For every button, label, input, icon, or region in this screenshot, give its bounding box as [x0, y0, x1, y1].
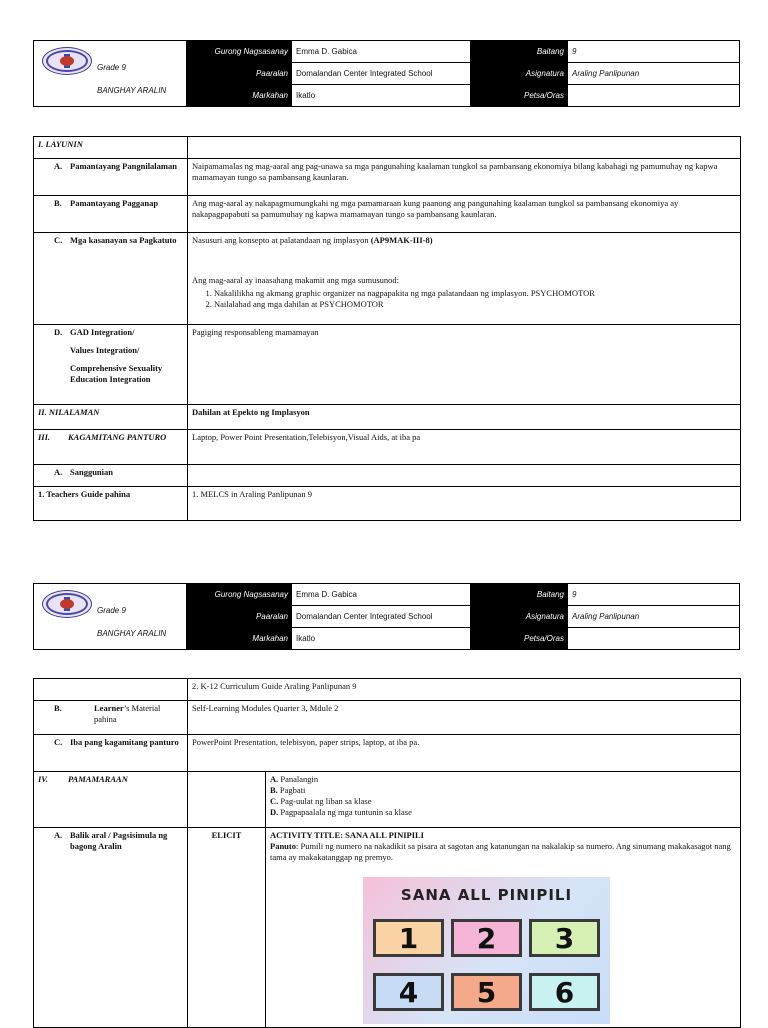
table-row [34, 325, 741, 405]
number-box: 3 [529, 919, 600, 957]
header-keys-left [187, 41, 292, 106]
date-value [568, 628, 739, 649]
gad-integration-label: D. GAD Integration/ Values Integration/ Comprehensive Sexuality Education Integration [34, 325, 188, 405]
subject-value: Araling Panlipunan [568, 606, 739, 628]
header-keys-right [470, 41, 568, 106]
activity-title: ACTIVITY TITLE: SANA ALL PINIPILI [270, 830, 424, 840]
quarter-value: Ikatlo [296, 634, 316, 643]
subject-label: Asignatura [525, 612, 564, 621]
deped-seal-logo [42, 47, 92, 75]
pamantayang-pangnilalaman-text: Naipamamalas ng mag-aaral ang pag-unawa sa mga pangunahing kaalaman tungkol sa pambansang ekonomiya bilang kabahagi ng pamumuhay ng kapwa mamamayan tungo sa pambansang kaunlaran. [188, 159, 741, 196]
quarter-label: Markahan [252, 633, 288, 643]
teacher-value: Emma D. Gabica [292, 584, 470, 606]
lesson-header [33, 40, 740, 107]
table-row [34, 233, 741, 325]
balik-aral-label: A. Balik aral / Pagsisimula ng bagong Aralin [34, 828, 188, 1028]
table-row [34, 159, 741, 196]
sanggunian-label: A. Sanggunian [34, 465, 188, 487]
teacher-label: Gurong Nagsasanay [214, 47, 288, 57]
grade-level-label: Baitang [536, 590, 564, 600]
grade-label: Grade 9 [97, 606, 126, 615]
grade-level-label: Baitang [536, 47, 564, 57]
number-box: 2 [451, 919, 522, 957]
plan-title: BANGHAY ARALIN [97, 86, 167, 95]
nilalaman-text: Dahilan at Epekto ng Implasyon [188, 405, 741, 430]
elicit-label: ELICIT [188, 828, 266, 1028]
lesson-plan-table-1 [33, 136, 741, 521]
number-box: 5 [451, 973, 522, 1011]
teachers-guide-text: 1. MELCS in Araling Panlipunan 9 [188, 487, 741, 521]
table-row [34, 679, 741, 701]
number-box: 1 [373, 919, 444, 957]
quarter-label: Markahan [252, 90, 288, 100]
pamantayang-pagganap-text: Ang mag-aaral ay nakapagmumungkahi ng mga pamamaraan kung paanong ang pangunahing kaalaman tungkol sa pambansang ekonomiya ay nakapagpapabuti sa pamumuhay ng kapwa mamamayan tungo sa pambansang kaunlaran. [188, 196, 741, 233]
date-label: Petsa/Oras [523, 90, 564, 100]
learners-material-text: Self-Learning Modules Quarter 3, Mdule 2 [188, 701, 741, 735]
panuto-text: Panuto: Pumili ng numero na nakadikit sa pisara at sagotan ang katanungan na nakalakip sa numero. Ang sinumang makakasagot nang tama ay makakatanggap ng premyo. [270, 841, 731, 863]
game-title: SANA ALL PINIPILI [400, 886, 573, 904]
pamantayang-pangnilalaman-label: A. Pamantayang Pangnilalaman [34, 159, 188, 196]
section-layunin: I. LAYUNIN [34, 137, 188, 159]
grade-label: Grade 9 [97, 63, 126, 72]
section-pamamaraan: IV. PAMAMARAAN [34, 772, 188, 828]
subject-value: Araling Panlipunan [568, 63, 739, 85]
school-label: Paaralan [255, 69, 288, 78]
iba-pang-kagamitan-text: PowerPoint Presentation, telebisyon, paper strips, laptop, at iba pa. [188, 735, 741, 772]
table-row [34, 701, 741, 735]
iba-pang-kagamitan-label: C. Iba pang kagamitang panturo [34, 735, 188, 772]
header-values-left [292, 584, 470, 649]
table-row [34, 405, 741, 430]
table-row [34, 196, 741, 233]
header-values-left [292, 41, 470, 106]
section-nilalaman: II. NILALAMAN [34, 405, 188, 430]
subject-label: Asignatura [525, 69, 564, 78]
table-row [34, 430, 741, 465]
teachers-guide-label: 1. Teachers Guide pahina [34, 487, 188, 521]
date-value [568, 85, 739, 106]
table-row [34, 735, 741, 772]
kasanayan-text: Nasusuri ang konsepto at palatandaan ng implasyon (AP9MAK-III-8) Ang mag-aaral ay inaasahang makamit ang mga sumusunod: 1. Nakalilikha ng akmang graphic organizer na nagpapakita ng mga palatandaan ng implasyon. PSYCHOMOTOR 2. Nailalahad ang mga dahilan at PSYCHOMOTOR [188, 233, 741, 325]
school-value: Domalandan Center Integrated School [292, 606, 470, 628]
header-values-right [568, 584, 739, 649]
school-label: Paaralan [255, 612, 288, 621]
teacher-value: Emma D. Gabica [292, 41, 470, 63]
pamantayang-pagganap-label: B. Pamantayang Pagganap [34, 196, 188, 233]
number-box: 6 [529, 973, 600, 1011]
gad-integration-text: Pagiging responsableng mamamayan [188, 325, 741, 405]
sana-all-pinipili-game-image [363, 877, 610, 1024]
table-row [34, 465, 741, 487]
table-row [34, 137, 741, 159]
teacher-label: Gurong Nagsasanay [214, 590, 288, 600]
learners-material-label: B. Learner’s Material pahina [34, 701, 188, 735]
number-box: 4 [373, 973, 444, 1011]
header-values-right [568, 41, 739, 106]
header-logo-cell [34, 41, 187, 106]
grade-level-value: 9 [568, 584, 739, 606]
table-row [34, 487, 741, 521]
kagamitan-text: Laptop, Power Point Presentation,Telebisyon,Visual Aids, at iba pa [188, 430, 741, 465]
header-logo-cell [34, 584, 187, 649]
date-label: Petsa/Oras [523, 633, 564, 643]
quarter-value: Ikatlo [296, 91, 316, 100]
lesson-header-repeat [33, 583, 740, 650]
header-keys-right [470, 584, 568, 649]
school-value: Domalandan Center Integrated School [292, 63, 470, 85]
plan-title: BANGHAY ARALIN [97, 629, 167, 638]
section-kagamitan: III. KAGAMITANG PANTURO [34, 430, 188, 465]
objective-2: 2. Nailalahad ang mga dahilan at PSYCHOMOTOR [214, 299, 736, 310]
kasanayan-label: C. Mga kasanayan sa Pagkatuto [34, 233, 188, 325]
objective-1: 1. Nakalilikha ng akmang graphic organizer na nagpapakita ng mga palatandaan ng implasyon. PSYCHOMOTOR [214, 288, 736, 299]
header-keys-left [187, 584, 292, 649]
preliminary-activities: A. Panalangin B. Pagbati C. Pag-uulat ng liban sa klase D. Pagpapaalala ng mga tuntunin sa klase [266, 772, 741, 828]
grade-level-value: 9 [568, 41, 739, 63]
table-row [34, 772, 741, 828]
deped-seal-logo [42, 590, 92, 618]
curriculum-guide-text: 2. K-12 Curriculum Guide Araling Panlipunan 9 [188, 679, 741, 701]
